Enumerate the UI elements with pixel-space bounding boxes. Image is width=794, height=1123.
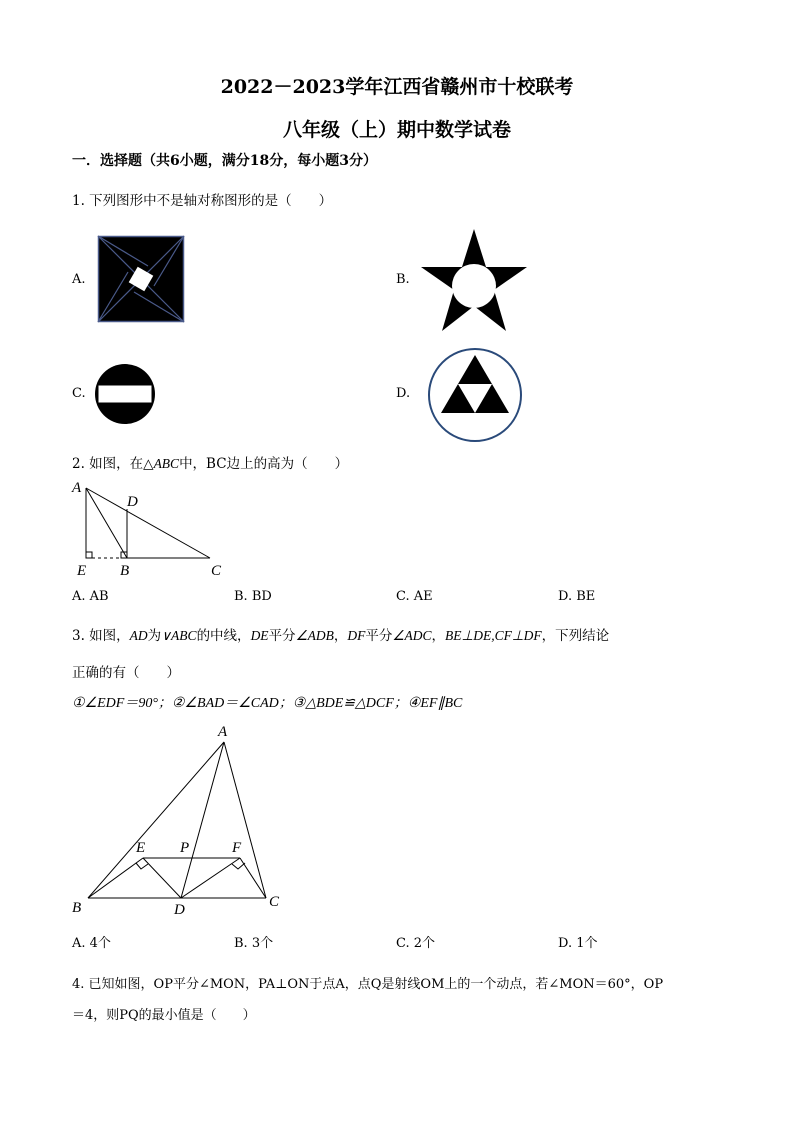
- q2-label-e: E: [77, 563, 87, 579]
- q2-triangle-figure: [70, 478, 230, 578]
- q1-option-b-label: B.: [396, 272, 410, 287]
- q3-option-c: C. 2个: [396, 936, 436, 951]
- q2-label-c: C: [211, 563, 222, 579]
- q4-stem-line2: ＝4，则PQ的最小值是（ ）: [72, 1008, 256, 1023]
- exam-title-line1: 2022－2023学年江西省赣州市十校联考: [220, 76, 574, 98]
- q3-option-a: A. 4个: [72, 936, 111, 951]
- section-heading: 一．选择题（共6小题，满分18分，每小题3分）: [72, 153, 377, 169]
- q3-stem-line2: 正确的有（ ）: [72, 665, 180, 681]
- q1-figure-a: [98, 236, 184, 322]
- q3-triangle-figure: [70, 720, 290, 920]
- q3-label-c: C: [269, 894, 280, 910]
- q2-label-a: A: [72, 480, 82, 496]
- q2-option-b: B. BD: [234, 589, 272, 604]
- q1-option-d-label: D.: [396, 386, 411, 401]
- q2-option-c: C. AE: [396, 589, 433, 604]
- q1-figure-b: [421, 229, 527, 333]
- q3-stem-line1: 3. 如图，AD为∨ABC的中线，DE平分∠ADB，DF平分∠ADC，BE⊥DE,CF⊥DF，下列结论: [72, 628, 610, 644]
- q1-option-c-label: C.: [72, 386, 86, 401]
- q1-option-a-label: A.: [72, 272, 86, 287]
- q3-option-d: D. 1个: [558, 936, 598, 951]
- q2-option-d: D. BE: [558, 589, 596, 604]
- q3-label-p: P: [180, 840, 190, 856]
- q1-figure-c: [94, 363, 156, 425]
- q3-statements: ①∠EDF＝90°；②∠BAD＝∠CAD；③△BDE≌△DCF；④EF∥BC: [72, 696, 463, 711]
- q3-label-d: D: [174, 902, 185, 918]
- q2-stem: 2. 如图，在△ABC中，BC边上的高为（ ）: [72, 456, 349, 472]
- q1-stem: 1. 下列图形中不是轴对称图形的是（ ）: [72, 193, 333, 209]
- q4-stem-line1: 4. 已知如图，OP平分∠MON，PA⊥ON于点A，点Q是射线OM上的一个动点，若∠MON＝60°，OP: [72, 977, 664, 992]
- q1-figure-d: [427, 347, 523, 443]
- q3-option-b: B. 3个: [234, 936, 274, 951]
- exam-title-line2: 八年级（上）期中数学试卷: [282, 119, 511, 141]
- q2-label-d: D: [127, 494, 138, 510]
- q3-label-f: F: [232, 840, 242, 856]
- q2-option-a: A. AB: [72, 589, 109, 604]
- q3-label-a: A: [218, 724, 228, 740]
- q2-label-b: B: [120, 563, 130, 579]
- q3-label-b: B: [72, 900, 82, 916]
- q3-label-e: E: [136, 840, 146, 856]
